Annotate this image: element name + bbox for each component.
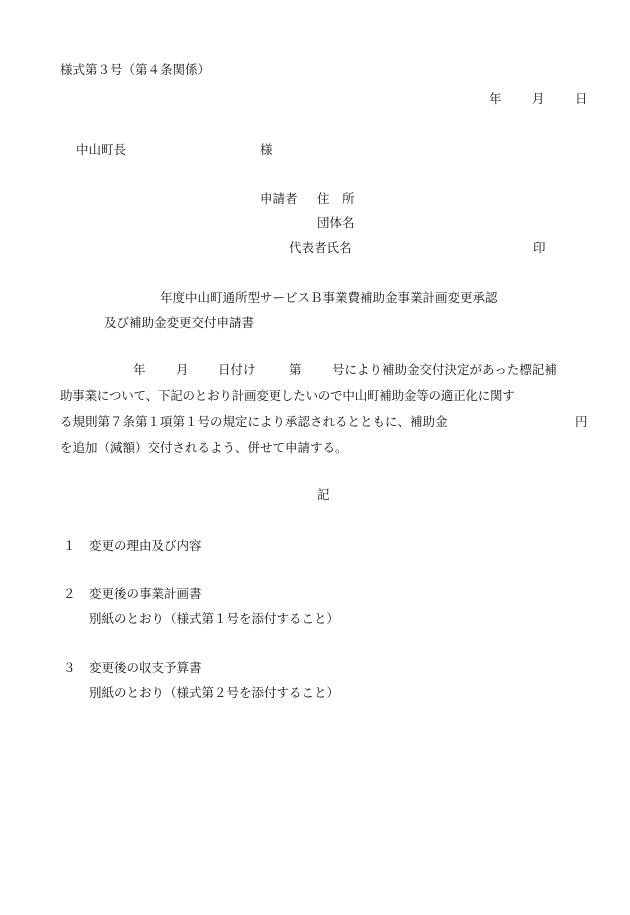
- document-title-line2: 及び補助金変更交付申請書: [104, 315, 255, 330]
- form-number: 様式第３号（第４条関係）: [60, 62, 211, 77]
- body-line1-rest: 号により補助金交付決定があった標記補: [332, 362, 557, 377]
- item-3-number: ３: [63, 660, 76, 675]
- item-2-title: 変更後の事業計画書: [89, 586, 202, 601]
- document-title-line1: 年度中山町通所型サービスＢ事業費補助金事業計画変更承認: [160, 290, 498, 305]
- item-2-number: ２: [63, 586, 76, 601]
- date-year: 年: [489, 91, 502, 106]
- body-month: 月: [176, 362, 189, 377]
- address-label: 住 所: [317, 191, 355, 206]
- addressee-honorific: 様: [260, 142, 273, 157]
- applicant-label: 申請者: [260, 191, 298, 206]
- item-1-title: 変更の理由及び内容: [89, 538, 202, 553]
- item-3-title: 変更後の収支予算書: [89, 660, 202, 675]
- body-line2: 助事業について、下記のとおり計画変更したいので中山町補助金等の適正化に関す: [60, 388, 515, 403]
- addressee-name: 中山町長: [76, 142, 127, 157]
- body-paragraph: [60, 357, 592, 467]
- seal-mark: 印: [533, 240, 546, 255]
- body-no: 第: [289, 362, 302, 377]
- item-2-note: 別紙のとおり（様式第１号を添付すること）: [89, 611, 340, 626]
- body-day: 日付け: [218, 362, 256, 377]
- item-3-note: 別紙のとおり（様式第２号を添付すること）: [89, 685, 340, 700]
- representative-label: 代表者氏名: [289, 240, 352, 255]
- ki-heading: 記: [317, 487, 330, 502]
- date-month: 月: [532, 91, 545, 106]
- body-line3: る規則第７条第１項第１号の規定により承認されるとともに、補助金: [60, 414, 448, 429]
- org-name-label: 団体名: [317, 215, 355, 230]
- body-year: 年: [133, 362, 146, 377]
- date-day: 日: [575, 91, 588, 106]
- body-yen: 円: [575, 414, 588, 429]
- body-line4: を追加（減額）交付されるよう、併せて申請する。: [60, 440, 348, 455]
- item-1-number: １: [63, 538, 76, 553]
